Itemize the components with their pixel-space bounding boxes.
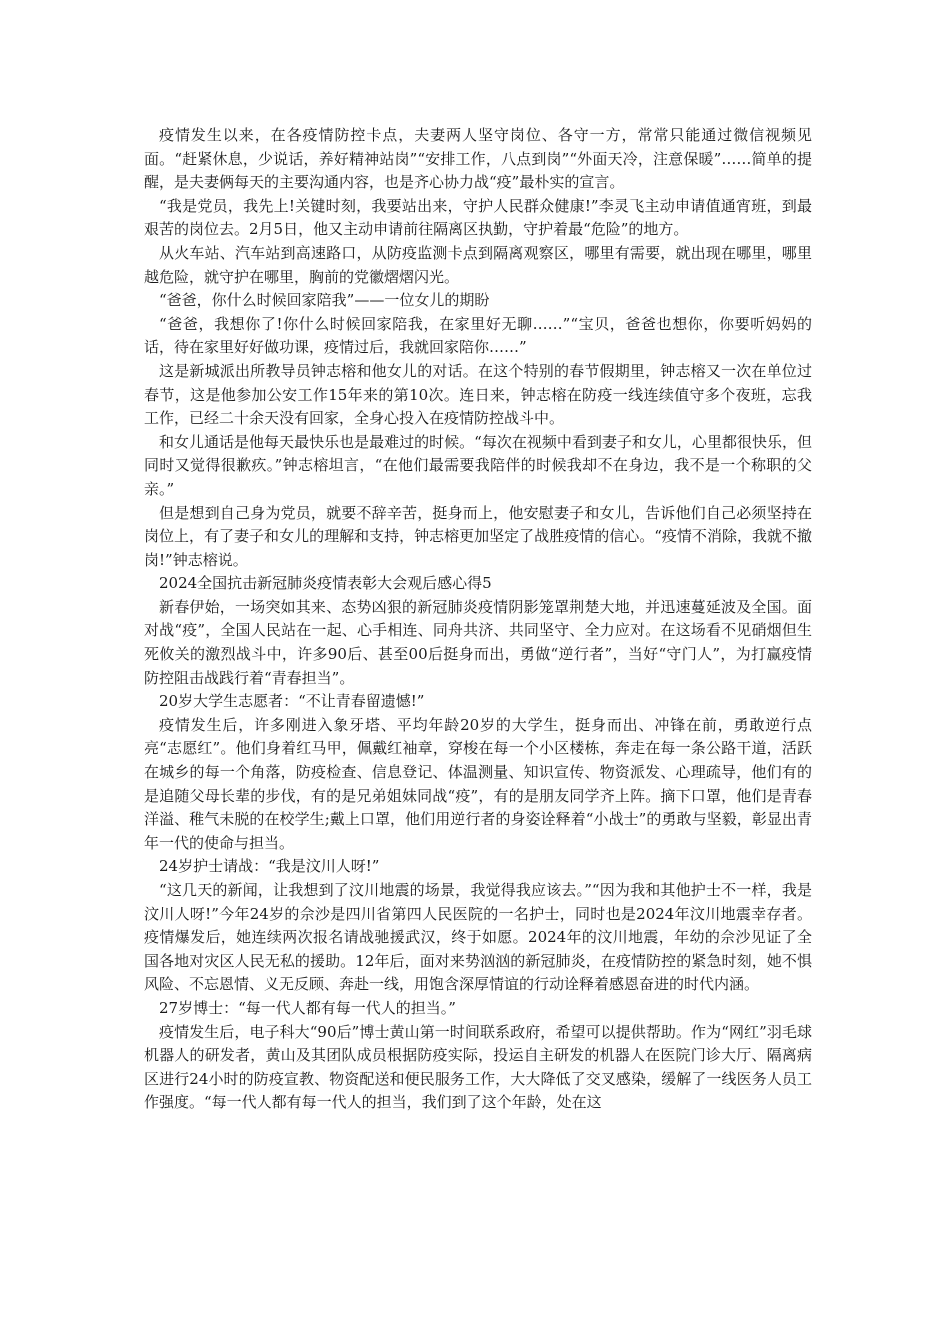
subheading-doctor: 27岁博士：“每一代人都有每一代人的担当。” <box>159 998 456 1017</box>
subheading-daughter-wish: “爸爸，你什么时候回家陪我”——一位女儿的期盼 <box>159 291 490 310</box>
paragraph-calling-daughter: 和女儿通话是他每天最快乐也是最难过的时候。“每次在视频中看到妻子和女儿，心里都很快乐，但同时又觉得很歉疚。”钟志榕坦言，“在他们最需要我陪伴的时候我却不在身边，我不是一个称职的父亲。” <box>144 432 812 498</box>
paragraph-student-volunteers: 疫情发生后，许多刚进入象牙塔、平均年龄20岁的大学生，挺身而出、冲锋在前，勇敢逆行点亮“志愿红”。他们身着红马甲，佩戴红袖章，穿梭在每一个小区楼栋，奔走在每一条公路干道，活跃在城乡的每一个角落，防疫检查、信息登记、体温测量、知识宣传、物资派发、心理疏导，他们有的是追随父母长辈的步伐，有的是兄弟姐妹同战“疫”，有的是朋友同学齐上阵。摘下口罩，他们是青春洋溢、稚气未脱的在校学生;戴上口罩，他们用逆行者的身姿诠释着“小战士”的勇敢与坚毅，彰显出青年一代的使命与担当。 <box>144 715 812 852</box>
subheading-student-volunteer: 20岁大学生志愿者：“不让青春留遗憾!” <box>159 692 425 711</box>
paragraph-party-member: 但是想到自己身为党员，就要不辞辛苦，挺身而上，他安慰妻子和女儿，告诉他们自己必须坚持在岗位上，有了妻子和女儿的理解和支持，钟志榕更加坚定了战胜疫情的信心。“疫情不消除，我就不撤岗!”钟志榕说。 <box>144 503 812 569</box>
paragraph-youth-intro: 新春伊始，一场突如其来、态势凶狠的新冠肺炎疫情阴影笼罩荆楚大地，并迅速蔓延波及全国。面对战“疫”，全国人民站在一起、心手相连、同舟共济、共同坚守、全力应对。在这场看不见硝烟但生死攸关的激烈战斗中，许多90后、甚至00后挺身而出，勇做“逆行者”，当好“守门人”，为打赢疫情防控阻击战践行着“青春担当”。 <box>144 597 812 687</box>
paragraph-guarding-posts: 从火车站、汽车站到高速路口，从防疫监测卡点到隔离观察区，哪里有需要，就出现在哪里，哪里越危险，就守护在哪里，胸前的党徽熠熠闪光。 <box>144 243 812 286</box>
subheading-nurse: 24岁护士请战：“我是汶川人呀!” <box>159 857 380 876</box>
paragraph-li-lingfei: “我是党员，我先上!关键时刻，我要站出来，守护人民群众健康!”李灵飞主动申请值通宵班，到最艰苦的岗位去。2月5日，他又主动申请前往隔离区执勤，守护着最“危险”的地方。 <box>144 196 812 239</box>
section-title-essay-5: 2024全国抗击新冠肺炎疫情表彰大会观后感心得5 <box>159 574 492 593</box>
document-body <box>144 124 812 1115</box>
paragraph-zhong-zhirong: 这是新城派出所教导员钟志榕和他女儿的对话。在这个特别的春节假期里，钟志榕又一次在单位过春节，这是他参加公安工作15年来的第10次。连日来，钟志榕在防疫一线连续值守多个夜班，忘我工作，已经二十余天没有回家，全身心投入在疫情防控战斗中。 <box>144 361 812 428</box>
paragraph-huang-shan: 疫情发生后，电子科大“90后”博士黄山第一时间联系政府，希望可以提供帮助。作为“网红”羽毛球机器人的研发者，黄山及其团队成员根据防疫实际，投运自主研发的机器人在医院门诊大厅、隔离病区进行24小时的防疫宣教、物资配送和便民服务工作，大大降低了交叉感染，缓解了一线医务人员工作强度。“每一代人都有每一代人的担当，我们到了这个年龄，处在这 <box>144 1022 812 1112</box>
paragraph-phone-dialogue: “爸爸，我想你了!你什么时候回家陪我，在家里好无聊……”“宝贝，爸爸也想你，你要听妈妈的话，待在家里好好做功课，疫情过后，我就回家陪你……” <box>144 314 812 357</box>
paragraph-nurse-she-sha: “这几天的新闻，让我想到了汶川地震的场景，我觉得我应该去。”“因为我和其他护士不一样，我是汶川人呀!”今年24岁的佘沙是四川省第四人民医院的一名护士，同时也是2024年汶川地震幸存者。疫情爆发后，她连续两次报名请战驰援武汉，终于如愿。2024年的汶川地震，年幼的佘沙见证了全国各地对灾区人民无私的援助。12年后，面对来势汹汹的新冠肺炎，在疫情防控的紧急时刻，她不惧风险、不忘恩情、义无反顾、奔赴一线，用饱含深厚情谊的行动诠释着感恩奋进的时代内涵。 <box>144 881 812 994</box>
paragraph-couple-posts: 疫情发生以来，在各疫情防控卡点，夫妻两人坚守岗位、各守一方，常常只能通过微信视频见面。“赶紧休息，少说话，养好精神站岗”“安排工作，八点到岗”“外面天冷，注意保暖”……简单的提醒，是夫妻俩每天的主要沟通内容，也是齐心协力战“疫”最朴实的宣言。 <box>144 126 812 192</box>
